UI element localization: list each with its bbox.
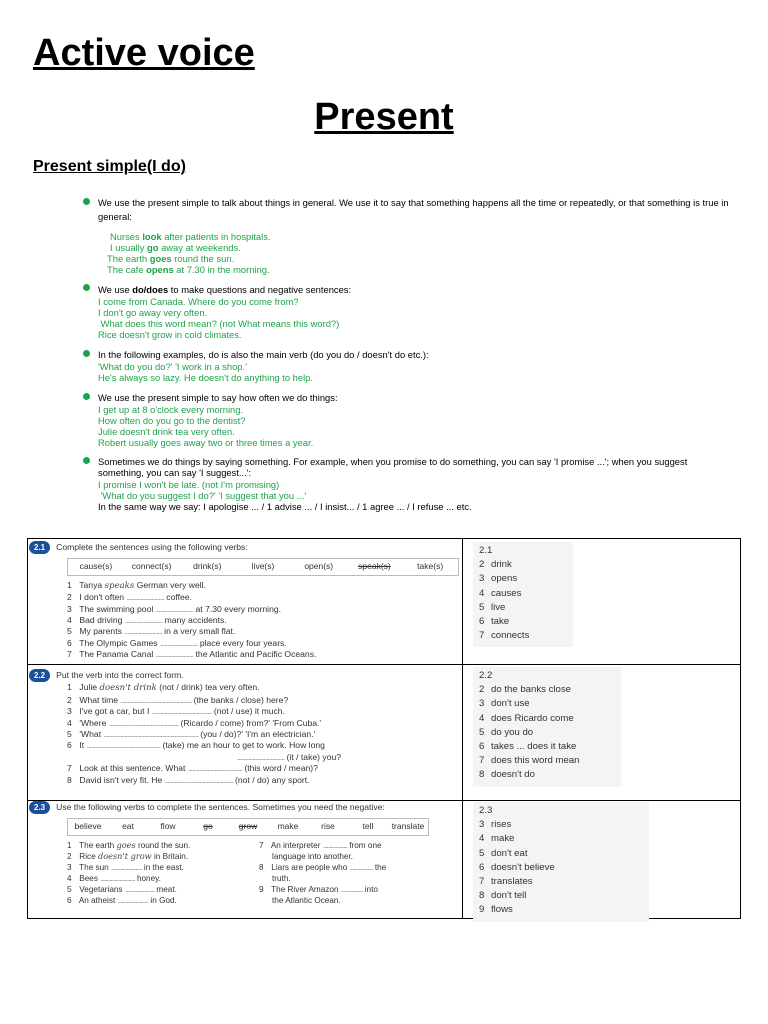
bullet-1-examples: Nurses look after patients in hospitals. I usually go away at weekends. The earth goes round the sun. The cafe opens at 7.30 in the morning. bbox=[107, 231, 271, 275]
exercise-line: 7 The Panama Canal ........................... the Atlantic and Pacific Oceans. bbox=[67, 649, 317, 660]
verb-box: cause(s) connect(s) drink(s) live(s) open(s) speak(s) take(s) bbox=[67, 558, 459, 575]
bullet-dot bbox=[83, 393, 90, 400]
verb-box: believe eat flow go grow make rise tell translate bbox=[67, 818, 429, 835]
bullet-dot bbox=[83, 284, 90, 291]
table-divider bbox=[462, 538, 463, 919]
exercise-line: 4 Bad driving ........................... many accidents. bbox=[67, 615, 227, 626]
exercise-line: 6 An atheist ........................ in God. bbox=[67, 895, 177, 905]
exercise-line: 6 The Olympic Games ........................... place every four years. bbox=[67, 637, 287, 648]
exercise-line: 5 Vegetarians ....................... meat. bbox=[67, 884, 177, 894]
exercise-line: 7 An interpreter ................... from one bbox=[259, 840, 382, 850]
exercise-line: 2 What time ................................................... (the banks / close) here? bbox=[67, 694, 289, 705]
bullet-1-text: We use the present simple to talk about things in general. We use it to say that something happens all the time or repeatedly, or that something is true in general: bbox=[98, 197, 729, 222]
bullet-3-examples: 'What do you do?' 'I work in a shop.' He's always so lazy. He doesn't do anything to help. bbox=[98, 361, 313, 383]
section-heading: Present simple(I do) bbox=[33, 158, 186, 175]
exercise-line: 3 I've got a car, but I ........................................... (not / use) it much. bbox=[67, 706, 285, 717]
exercise-line: 2 Rice doesn't grow in Britain. bbox=[67, 850, 189, 861]
exercise-line: 7 Look at this sentence. What ....................................... (this word / mean)? bbox=[67, 763, 318, 774]
exercise-line: language into another. bbox=[272, 851, 354, 861]
exercise-line: 8 Liars are people who .................. the bbox=[259, 862, 387, 872]
exercise-line: truth. bbox=[272, 873, 291, 883]
exercise-line: 9 The River Amazon ................. into bbox=[259, 884, 378, 894]
bullet-dot bbox=[83, 350, 90, 357]
bullet-5-last: In the same way we say: I apologise ... / 1 advise ... / I insist... / 1 agree ... / I refuse ... etc. bbox=[98, 501, 472, 512]
answer-key-2-3: 2.3 3 rises 4 make 5 don't eat 6 doesn't believe 7 translates 8 don't tell 9 flows bbox=[473, 802, 649, 922]
exercise-line: .................................. (it / take) you? bbox=[237, 751, 342, 762]
exercise-line: 2 I don't often ........................... coffee. bbox=[67, 592, 192, 603]
bullet-3-text: In the following examples, do is also the main verb (do you do / doesn't do etc.): bbox=[98, 349, 429, 360]
exercise-line: 3 The swimming pool ........................... at 7.30 every morning. bbox=[67, 603, 282, 614]
exercise-2-1: 2.1 Complete the sentences using the following verbs: cause(s) connect(s) drink(s) live(s) open(s) speak(s) take(s) 1 Tanya speaks German very well. 2 I don't often ........................... coffee. 3 The swimming pool ........................... at 7.30 every morning. 4 Bad driving ........................... many accidents. 5 My parents ........................... in a very small flat. 6 The Olympic Games ........................... place every four years. 7 The Panama Canal ........................... the Atlantic and Pacific Oceans. bbox=[29, 541, 459, 661]
exercise-line: 5 My parents ........................... in a very small flat. bbox=[67, 626, 236, 637]
bullet-5-text: Sometimes we do things by saying something. For example, when you promise to do something, you can say 'I promise ...'; when you suggest something, you can say 'I suggest...': bbox=[98, 456, 688, 478]
exercise-badge: 2.3 bbox=[29, 801, 50, 814]
exercise-line: 5 'What .................................................................... (you / do)?' 'I'm an electrician.' bbox=[67, 729, 316, 740]
page-title: Active voice bbox=[33, 32, 255, 74]
exercise-2-3: 2.3 Use the following verbs to complete the sentences. Sometimes you need the negative: believe eat flow go grow make rise tell translate 1 The earth goes round the sun. 2 Rice doesn't grow in Britain. 3 The sun ........................ in the east. 4 Bees ........................... honey. 5 Vegetarians ....................... meat. 6 An atheist ........................ in God. 7 An interpreter ................... from one language into another. 8 Liars are people who .................. the truth. 9 The River Amazon ................. into the Atlantic Ocean. bbox=[29, 801, 459, 906]
bullet-5-examples: I promise I won't be late. (not I'm promising) 'What do you suggest I do?' 'I suggest that you ...' bbox=[98, 479, 307, 501]
exercise-line: 6 It ..................................................... (take) me an hour to get to work. How long bbox=[67, 740, 325, 751]
exercise-2-2: 2.2 Put the verb into the correct form. 1 Julie doesn't drink (not / drink) tea very often. 2 What time ................................................... (the banks / close) here? 3 I've got a car, but I ........................................... (not / use) it much. 4 'Where .................................................. (Ricardo / come) from?' 'From Cuba.' 5 'What .................................................................... (you / do)?' 'I'm an electrician.' 6 It ..................................................... (take) me an hour to get to work. How long .................................. (it / take) you? 7 Look at this sentence. What ....................................... (this word / mean)? 8 David isn't very fit. He ................................................. (not / do) any sport. bbox=[29, 669, 459, 786]
answer-key-2-1: 2.1 2 drink 3 opens 4 causes 5 live 6 take 7 connects bbox=[473, 542, 573, 647]
exercise-line: 4 'Where .................................................. (Ricardo / come) from?' 'From Cuba.' bbox=[67, 717, 322, 728]
page-subtitle: Present bbox=[314, 96, 454, 138]
bullet-2-text: We use do/does to make questions and negative sentences: bbox=[98, 284, 352, 295]
bullet-4-text: We use the present simple to say how often we do things: bbox=[98, 392, 338, 403]
exercise-line: 1 Tanya speaks German very well. bbox=[67, 579, 206, 591]
answer-key-2-2: 2.2 2 do the banks close 3 don't use 4 does Ricardo come 5 do you do 6 takes ... does it take 7 does this word mean 8 doesn't do bbox=[473, 667, 621, 787]
exercise-line: 8 David isn't very fit. He ................................................. (not / do) any sport. bbox=[67, 774, 310, 785]
bullet-2-examples: I come from Canada. Where do you come from? I don't go away very often. What does this word mean? (not What means this word?) Rice doesn't grow in cold climates. bbox=[98, 296, 340, 340]
exercise-line: the Atlantic Ocean. bbox=[272, 895, 341, 905]
exercise-badge: 2.2 bbox=[29, 669, 50, 682]
bullet-dot bbox=[83, 457, 90, 464]
bullet-4-examples: I get up at 8 o'clock every morning. How often do you go to the dentist? Julie doesn't drink tea very often. Robert usually goes away two or three times a year. bbox=[98, 404, 314, 448]
exercise-line: 3 The sun ........................ in the east. bbox=[67, 862, 184, 872]
table-divider bbox=[27, 664, 741, 665]
exercise-line: 1 The earth goes round the sun. bbox=[67, 839, 191, 850]
bullet-dot bbox=[83, 198, 90, 205]
exercise-badge: 2.1 bbox=[29, 541, 50, 554]
exercise-line: 4 Bees ........................... honey. bbox=[67, 873, 161, 883]
exercise-line: 1 Julie doesn't drink (not / drink) tea very often. bbox=[67, 682, 260, 694]
